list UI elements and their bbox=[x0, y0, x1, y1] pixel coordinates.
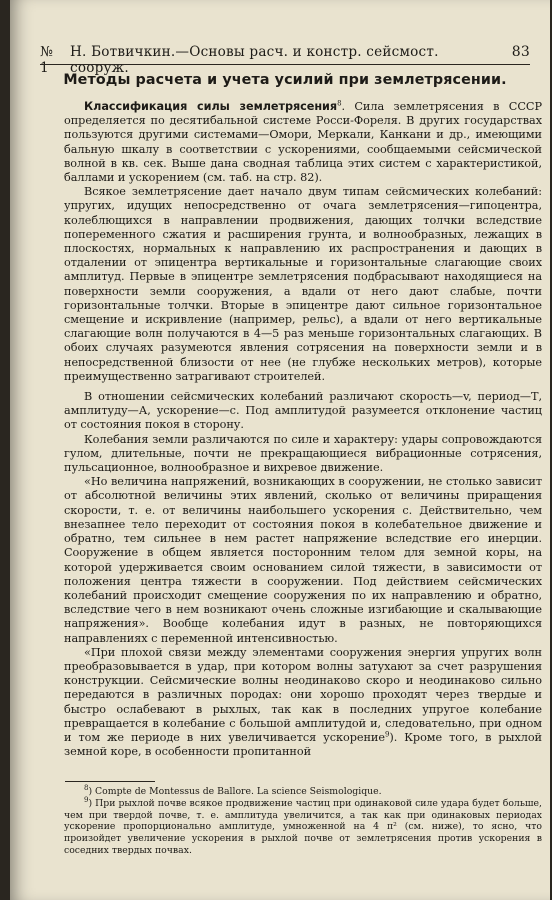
header-rule bbox=[40, 64, 530, 65]
footnote bbox=[64, 783, 542, 798]
footnote-ref: 9 bbox=[384, 730, 390, 739]
paragraph-text: «При плохой связи между элементами сооружения энергия упругих волн преобразовывается в удар, при котором волны затухают за счет разрушения конструкции. Сейсмические волны неодинаково скоро и неодинаково сильно передаются в различных породах: они хорошо проходят через твердые и быстро ослабевают в рыхлых, так как в последних упругое колебание превращается в колебание с большой амплитудой и, следовательно, при одном и том же периоде в них увеличивается ускорение bbox=[64, 645, 542, 744]
subheading: Классификация силы землетрясения bbox=[84, 100, 338, 113]
paragraph-text: ). Кроме того, в рыхлой земной коре, в особенности пропитанной bbox=[64, 730, 543, 759]
book-page bbox=[10, 0, 550, 900]
footnote bbox=[64, 795, 542, 857]
footnote-ref: 8 bbox=[337, 99, 342, 108]
footnote-rule bbox=[65, 781, 155, 782]
paragraph bbox=[64, 100, 542, 185]
section-title: Методы расчета и учета усилий при землетрясении. bbox=[63, 72, 507, 88]
footnote-text: ) Compte de Montessus de Ballore. La science Seismologique. bbox=[88, 786, 382, 797]
page-number: 83 bbox=[511, 44, 530, 60]
paragraph: В отношении сейсмических колебаний различают скорость—v, период—Т, амплитуду—А, ускорение—с. Под амплитудой разумеется отклонение частиц от состояния покоя в сторону. bbox=[64, 390, 542, 432]
paragraph: «Но величина напряжений, возникающих в сооружении, не столько зависит от абсолютной величины этих явлений, сколько от величины приращения скорости, т. е. от величины наибольшего ускорения с. Действительно, чем внезапнее тело переходит от состояния покоя в колебательное движение и обратно, тем сильнее в нем растет напряжение вследствие его инерции. Сооружение в общем является посторонним телом для земной коры, на которой удерживается своим основанием силой тяжести, в зависимости от положения центра тяжести в сооружении. Под действием сейсмических колебаний происходит смещение сооружения по их направлению и обратно, вследствие чего в нем возникают очень сложные изгибающие и скалывающие напряжения». Вообще колебания идут в разных, не повторяющихся направлениях с переменной интенсивностью. bbox=[64, 475, 542, 645]
paragraph: Колебания земли различаются по силе и характеру: удары сопровождаются гулом, длительные, почти не прекращающиеся вибрационные сотрясения, пульсационное, волнообразное и вихревое движение. bbox=[64, 432, 542, 475]
footnotes bbox=[64, 783, 542, 857]
issue-label: № 1 bbox=[40, 44, 54, 76]
paragraph bbox=[64, 646, 542, 760]
footnote-number: 8 bbox=[84, 783, 89, 792]
body-text bbox=[64, 100, 542, 759]
running-title: Н. Ботвичкин.—Основы расч. и констр. сейсмост. сооруж. bbox=[70, 44, 439, 76]
paragraph-text: . Сила землетрясения в СССР определяется по десятибальной системе Росси-Фореля. В других государствах пользуются другими системами—Омори, Меркали, Канкани и др., имеющими бальную шкалу в соответствии с ускорениями, сообщаемыми сейсмической волной в кв. сек. Выше дана сводная таблица этих систем с характеристикой, баллами и ускорением (см. таб. на стр. 82). bbox=[64, 100, 542, 185]
footnote-number: 9 bbox=[84, 795, 89, 804]
paragraph: Всякое землетрясение дает начало двум типам сейсмических колебаний: упругих, идущих непосредственно от очага землетрясения—гипоцентра, колеблющихся в направлении продвижения, дающих толчки вследствие попеременного сжатия и расширения грунта, и волнообразных, лежащих в плоскостях, нормальных к направлению их распространения и дающих в отдалении от эпицентра вертикальные и горизонтальные слагающие своих амплитуд. Первые в эпицентре землетрясения подбрасывают находящиеся на поверхности земли сооружения, а вдали от него дают слабые, почти горизонтальные толчки. Вторые в эпицентре дают сильное горизонтальное смещение и искривление (например, рельс), а вдали от него вертикальные слагающие волн получаются в 4—5 раз меньше горизонтальных слагающих. В обоих случаях разумеются явления сотрясения на поверхности земли и в непосредственной близости от нее (не глубже нескольких метров), которые преимущественно затрагивают строителей. bbox=[64, 185, 542, 383]
footnote-text: ) При рыхлой почве всякое продвижение частиц при одинаковой силе удара будет больше, чем при твердой почве, т. е. амплитуда увеличится, а так как при одинаковых периодах ускорение пропорционально амплитуде, умноженной на 4 π² (см. ниже), то ясно, что произойдет увеличение ускорения в рыхлой почве от землетрясения против ускорения в соседних твердых почвах. bbox=[64, 797, 542, 856]
